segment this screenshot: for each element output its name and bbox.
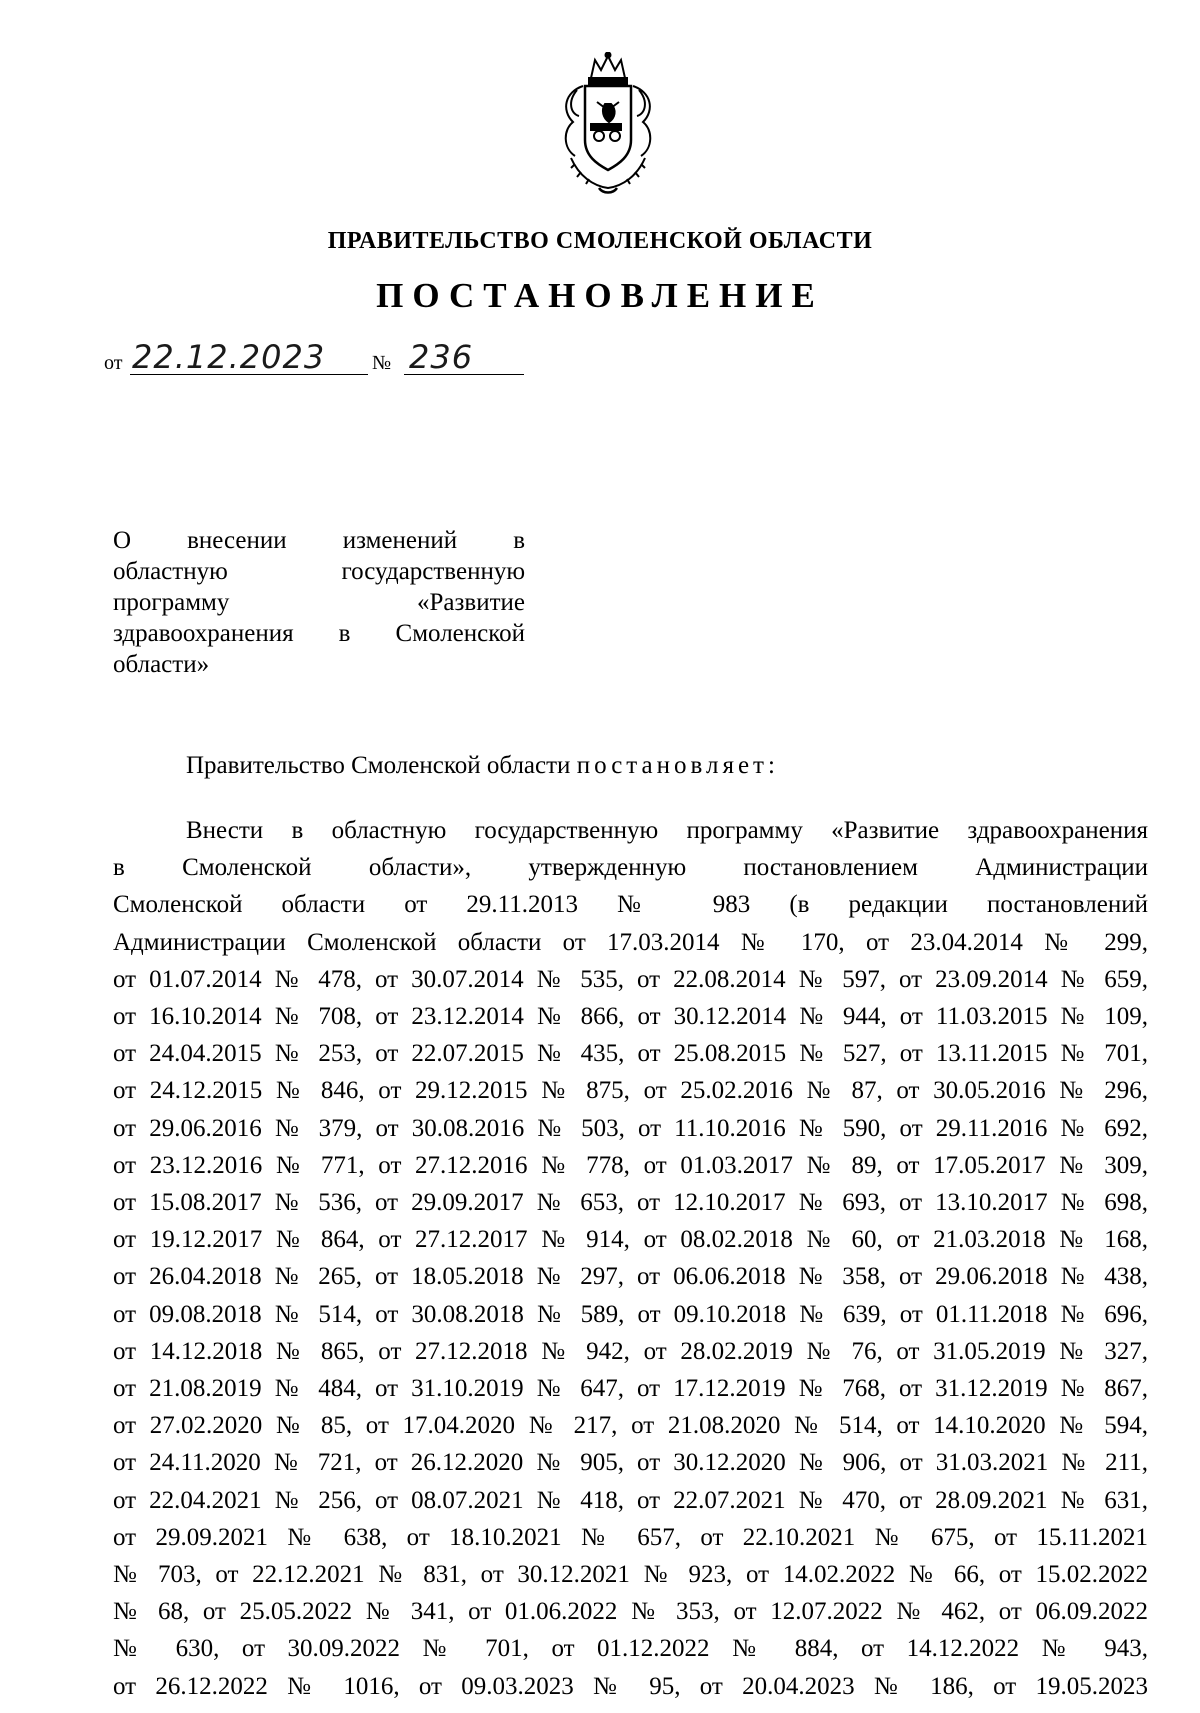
body-line: в Смоленской области», утвержденную постановлением Администрации: [113, 854, 1148, 882]
body-line: Смоленской области от 29.11.2013 № 983 (в редакции постановлений: [113, 891, 1148, 919]
body-line: № 703, от 22.12.2021 № 831, от 30.12.2021 № 923, от 14.02.2022 № 66, от 15.02.2022: [113, 1561, 1148, 1589]
body-line: от 24.12.2015 № 846, от 29.12.2015 № 875, от 25.02.2016 № 87, от 30.05.2016 № 296,: [113, 1077, 1148, 1105]
body-line: от 24.11.2020 № 721, от 26.12.2020 № 905, от 30.12.2020 № 906, от 31.03.2021 № 211,: [113, 1449, 1148, 1477]
body-line: от 24.04.2015 № 253, от 22.07.2015 № 435, от 25.08.2015 № 527, от 13.11.2015 № 701,: [113, 1040, 1148, 1068]
coat-of-arms-emblem: [553, 52, 663, 197]
body-line: Администрации Смоленской области от 17.03.2014 № 170, от 23.04.2014 № 299,: [113, 928, 1148, 956]
subject-line: О внесении изменений в: [113, 527, 525, 554]
date-label: от: [104, 352, 123, 374]
document-subject: [113, 525, 525, 680]
body-line: от 14.12.2018 № 865, от 27.12.2018 № 942, от 28.02.2019 № 76, от 31.05.2019 № 327,: [113, 1337, 1148, 1365]
coat-of-arms-icon: [553, 52, 663, 197]
body-line: от 21.08.2019 № 484, от 31.10.2019 № 647, от 17.12.2019 № 768, от 31.12.2019 № 867,: [113, 1375, 1148, 1403]
intro-prefix: Правительство Смоленской области: [186, 752, 577, 779]
body-line: от 16.10.2014 № 708, от 23.12.2014 № 866, от 30.12.2014 № 944, от 11.03.2015 № 109,: [113, 1003, 1148, 1031]
subject-line: программу «Развитие: [113, 589, 525, 616]
body-line: № 630, от 30.09.2022 № 701, от 01.12.2022 № 884, от 14.12.2022 № 943,: [113, 1635, 1148, 1663]
body-line: от 29.06.2016 № 379, от 30.08.2016 № 503, от 11.10.2016 № 590, от 29.11.2016 № 692,: [113, 1114, 1148, 1142]
document-meta-line: [104, 338, 524, 378]
body-line: от 09.08.2018 № 514, от 30.08.2018 № 589, от 09.10.2018 № 639, от 01.11.2018 № 696,: [113, 1300, 1148, 1328]
body-line: от 26.04.2018 № 265, от 18.05.2018 № 297, от 06.06.2018 № 358, от 29.06.2018 № 438,: [113, 1263, 1148, 1291]
body-line: от 26.12.2022 № 1016, от 09.03.2023 № 95, от 20.04.2023 № 186, от 19.05.2023: [113, 1672, 1148, 1700]
body-line: от 27.02.2020 № 85, от 17.04.2020 № 217, от 21.08.2020 № 514, от 14.10.2020 № 594,: [113, 1412, 1148, 1440]
body-line: от 19.12.2017 № 864, от 27.12.2017 № 914, от 08.02.2018 № 60, от 21.03.2018 № 168,: [113, 1226, 1148, 1254]
subject-line: области»: [113, 651, 210, 678]
subject-line: областную государственную: [113, 558, 525, 585]
document-type-title: ПОСТАНОВЛЕНИЕ: [376, 276, 824, 315]
subject-line: здравоохранения в Смоленской: [113, 620, 525, 647]
number-label: №: [372, 352, 392, 374]
handwritten-date: 22.12.2023: [132, 338, 326, 376]
body-line: от 23.12.2016 № 771, от 27.12.2016 № 778, от 01.03.2017 № 89, от 17.05.2017 № 309,: [113, 1151, 1148, 1179]
government-title: ПРАВИТЕЛЬСТВО СМОЛЕНСКОЙ ОБЛАСТИ: [327, 228, 873, 254]
intro-suffix: :: [767, 752, 775, 779]
body-line: от 01.07.2014 № 478, от 30.07.2014 № 535, от 22.08.2014 № 597, от 23.09.2014 № 659,: [113, 965, 1148, 993]
handwritten-number: 236: [409, 338, 474, 376]
body-paragraph: [113, 812, 1148, 1705]
body-line: Внести в областную государственную программу «Развитие здравоохранения: [186, 817, 1148, 844]
body-line: от 29.09.2021 № 638, от 18.10.2021 № 657, от 22.10.2021 № 675, от 15.11.2021: [113, 1523, 1148, 1551]
body-line: № 68, от 25.05.2022 № 341, от 01.06.2022 № 353, от 12.07.2022 № 462, от 06.09.2022: [113, 1598, 1148, 1626]
body-line: от 15.08.2017 № 536, от 29.09.2017 № 653, от 12.10.2017 № 693, от 13.10.2017 № 698,: [113, 1189, 1148, 1217]
body-line: от 22.04.2021 № 256, от 08.07.2021 № 418, от 22.07.2021 № 470, от 28.09.2021 № 631,: [113, 1486, 1148, 1514]
intro-resolves: постановляет: [576, 752, 768, 779]
resolution-intro: [186, 752, 775, 780]
